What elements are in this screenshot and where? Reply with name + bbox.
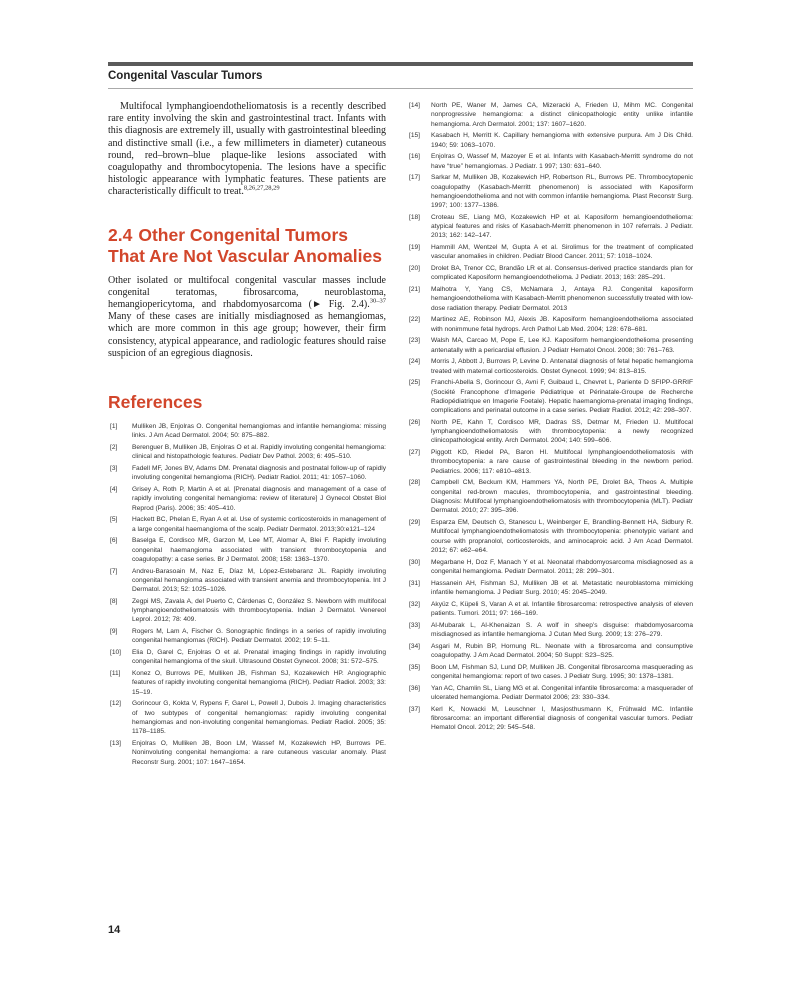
section-text-after: Many of these cases are initially misdiagnosed as hemangiomas, which are more common in this age group; however, their firm consistency, atypical appearance, and radiologic features should raise suspicion of an egregious diagnosis.	[108, 311, 386, 359]
reference-number: [29]	[409, 519, 420, 527]
reference-item	[108, 669, 386, 697]
reference-text: Drolet BA, Trenor CC, Brandão LR et al. Consensus-derived practice standards plan for complicated Kaposiform hemangioendothelioma. J Pediatr. 2013; 163: 285–291.	[431, 265, 693, 282]
reference-number: [7]	[110, 567, 118, 575]
reference-number: [14]	[409, 102, 420, 109]
reference-text: North PE, Waner M, James CA, Mizeracki A, Frieden IJ, Mihm MC. Congenital nonprogressive hemangioma: a distinct clinicopathologic entity unlike infantile hemangioma. Arch Dermatol. 2001; 137: 1607–1620.	[431, 102, 693, 128]
reference-item	[108, 739, 386, 767]
reference-text: Mulliken JB, Enjolras O. Congenital hemangiomas and infantile hemangioma: missing links. J Am Acad Dermatol. 2004; 50: 875–882.	[132, 423, 386, 440]
reference-item	[407, 173, 693, 210]
reference-item	[108, 567, 386, 595]
reference-number: [18]	[409, 213, 420, 221]
reference-text: Campbell CM, Beckum KM, Hammers YA, North PE, Drolet BA, Theos A. Multiple congenital red-brown macules, thrombocytopenia, and gastrointestinal bleeding. Diagnosis: Multifocal lymphangioendotheliomatosis with thrombocytopenia (MLT). Pediatr Dermatol. 2010; 27: 395–396.	[431, 479, 693, 515]
reference-text: Franchi-Abella S, Gorincour G, Avni F, Guibaud L, Chevret L, Pariente D SFIPP-GRRIF (Société Francophone d’Imagerie Pédiatrique et Périnatale-Groupe de Recherche Radiopédiatrique en Imagerie Foetale). Hepatic haemangioma-prenatal imaging findings, complications and perinatal outcome in a case series. Pediatr Radiol. 2012; 42: 298–307.	[431, 379, 693, 415]
reference-text: Kerl K, Nowacki M, Leuschner I, Masjosthusmann K, Frühwald MC. Infantile fibrosarcoma: an important differential diagnosis of congenital vascular tumors. Pediatr Hematol Oncol. 2012; 29: 545–548.	[431, 705, 693, 732]
reference-item	[407, 579, 693, 598]
figure-reference-link[interactable]: ► Fig. 2.4	[312, 299, 364, 311]
reference-text: North PE, Kahn T, Cordisco MR, Dadras SS, Detmar M, Frieden IJ. Multifocal lymphangioendotheliomatosis with thrombocytopenia: a newly recognized clinicopathological entity. Arch Dermatol. 2004; 140: 599–606.	[431, 418, 693, 445]
reference-text: Fadell MF, Jones BV, Adams DM. Prenatal diagnosis and postnatal follow-up of rapidly involuting congenital hemangioma (RICH). Pediatr Radiol. 2011; 41: 1057–1060.	[132, 465, 386, 482]
reference-item	[407, 152, 693, 171]
reference-item	[407, 518, 693, 555]
running-head: Congenital Vascular Tumors	[108, 70, 263, 82]
reference-number: [8]	[110, 597, 118, 605]
reference-text: Esparza EM, Deutsch G, Stanescu L, Weinberger E, Brandling-Bennett HA, Sidbury R. Multifocal lymphangioendotheliomatosis with thrombocytopenia: phenotypic variant and course with propranolol, corticosteroids, and aminocaproic acid. J Am Acad Dermatol. 2012; 67: e62–e64.	[431, 519, 693, 554]
reference-number: [4]	[110, 486, 118, 493]
reference-text: Yan AC, Chamlin SL, Liang MG et al. Congenital infantile fibrosarcoma: a masquerader of ulcerated hemangioma. Pediatr Dermatol 2006; 23: 330–334.	[431, 684, 693, 701]
reference-number: [33]	[409, 621, 420, 629]
reference-text: Andreu-Barasoain M, Naz E, Díaz M, López-Estebaranz JL. Rapidly involuting congenital hemangioma associated with transient anemia and thrombocytopenia. Int J Dermatol. 2013; 52: 1025–1026.	[132, 567, 386, 594]
reference-list-left	[108, 422, 386, 767]
reference-text: Rogers M, Lam A, Fischer G. Sonographic findings in a series of rapidly involuting congenital hemangiomas (RICH). Pediatr Dermatol. 2002; 19: 5–11.	[132, 628, 386, 645]
reference-item	[407, 131, 693, 150]
reference-item	[407, 213, 693, 241]
reference-item	[108, 699, 386, 736]
reference-text: Malhotra Y, Yang CS, McNamara J, Antaya RJ. Congenital kaposiform hemangioendothelioma with Kasabach-Merritt phenomenon successfully treated with low-dose radiation therapy. Pediatr Dermatol. 2013	[431, 286, 693, 312]
reference-text: Hammill AM, Wentzel M, Gupta A et al. Sirolimus for the treatment of complicated vascular anomalies in children. Pediatr Blood Cancer. 2011; 57: 1018–1024.	[431, 244, 693, 261]
reference-number: [26]	[409, 418, 420, 426]
reference-item	[407, 600, 693, 619]
intro-citation: 8,26,27,28,29	[243, 185, 280, 193]
reference-number: [10]	[110, 649, 121, 657]
section-paragraph	[108, 275, 386, 360]
section-title: Other Congenital Tumors That Are Not Vascular Anomalies	[108, 224, 382, 266]
header-bar	[108, 62, 693, 66]
reference-text: Boon LM, Fishman SJ, Lund DP, Mulliken JB. Congenital fibrosarcoma masquerading as congenital hemangioma: report of two cases. J Pediatr Surg. 1995; 30: 1378–1381.	[431, 663, 693, 680]
reference-number: [37]	[409, 705, 420, 713]
reference-number: [24]	[409, 358, 420, 366]
reference-number: [22]	[409, 316, 420, 324]
reference-item	[407, 478, 693, 515]
reference-item	[407, 558, 693, 577]
reference-item	[407, 357, 693, 376]
reference-text: Kasabach H, Merritt K. Capillary hemangioma with extensive purpura. Am J Dis Child. 1940; 59: 1063–1070.	[431, 132, 693, 149]
reference-number: [3]	[110, 465, 118, 473]
reference-number: [25]	[409, 379, 420, 387]
reference-number: [20]	[409, 265, 420, 273]
reference-text: Grisey A, Roth P, Martin A et al. [Prenatal diagnosis and management of a case of rapidly involuting congenital hemangioma: review of literature] J Gynecol Obstet Biol Reprod (Paris). 2006; 35: 405–410.	[132, 486, 386, 512]
intro-paragraph	[108, 101, 386, 199]
reference-text: Hassanein AH, Fishman SJ, Mulliken JB et al. Metastatic neuroblastoma mimicking infantile hemangioma. J Pediatr Surg. 2010; 45: 2045–2049.	[431, 579, 693, 596]
section-text-before: Other isolated or multifocal congenital vascular masses include congenital teratomas, fibrosarcoma, neuroblastoma, hemangiopericytoma, and rhabdomyosarcoma (	[108, 274, 386, 311]
reference-text: Enjolras O, Wassef M, Mazoyer E et al. Infants with Kasabach-Merritt syndrome do not have “true” hemangiomas. J Pediatr. 1 997; 130: 631–640.	[431, 153, 693, 170]
reference-item	[108, 536, 386, 564]
reference-item	[108, 422, 386, 441]
reference-item	[407, 285, 693, 313]
reference-item	[407, 448, 693, 476]
reference-text: Megarbane H, Doz F, Manach Y et al. Neonatal rhabdomyosarcoma misdiagnosed as a congenital hemangioma. Pediatr Dermatol. 2011; 28: 299–301.	[431, 558, 693, 575]
reference-text: Berenguer B, Mulliken JB, Enjolras O et al. Rapidly involuting congenital hemangioma: clinical and histopathologic features. Pediatr Dev Pathol. 2003; 6: 495–510.	[132, 444, 386, 461]
reference-item	[108, 515, 386, 534]
section-heading	[108, 225, 386, 267]
reference-number: [17]	[409, 174, 420, 182]
reference-text: Croteau SE, Liang MG, Kozakewich HP et al. Kaposiform hemangioendothelioma: atypical features and risks of Kasabach-Merritt phenomenon in 107 referrals. J Pediatr. 2013; 162: 142–147.	[431, 213, 693, 240]
intro-text: Multifocal lymphangioendotheliomatosis is a recently described rare entity involving the skin and gastrointestinal tract. Infants with this diagnosis are extremely ill, usually with gastrointestinal bleeding and distinctive small (i.e., a few millimeters in diameter) cutaneous round, red–brown–blue plaque-like lesions associated with coagulopathy and thrombocytopenia. The lesions have a specific histologic appearance with lymphatic features. These patients are characteristically difficult to treat.	[108, 101, 386, 198]
section-citation: 30–37	[369, 297, 386, 305]
reference-number: [1]	[110, 423, 118, 431]
reference-text: Konez O, Burrows PE, Mulliken JB, Fishman SJ, Kozakewich HP. Angiographic features of rapidly involuting congenital hemangioma (RICH). Pediatr Radiol. 2003; 33: 15–19.	[132, 670, 386, 696]
reference-item	[407, 101, 693, 129]
reference-item	[108, 443, 386, 462]
reference-number: [13]	[110, 739, 121, 747]
reference-text: Asgari M, Rubin BP, Hornung RL. Neonate with a fibrosarcoma and consumptive coagulopathy. J Am Acad Dermatol. 2004; 50 Suppl: S23–S25.	[431, 642, 693, 659]
reference-text: Al-Mubarak L, Al-Khenaizan S. A wolf in sheep’s disguise: rhabdomyosarcoma misdiagnosed as infantile hemangioma. J Cutan Med Surg. 2009; 13: 276–279.	[431, 621, 693, 638]
reference-item	[407, 243, 693, 262]
reference-text: Akyüz C, Küpeli S, Varan A et al. Infantile fibrosarcoma: retrospective analysis of eleven patients. Tumori. 2011; 97: 166–169.	[431, 600, 693, 617]
section-text-mid: ).	[363, 299, 370, 311]
reference-text: Walsh MA, Carcao M, Pope E, Lee KJ. Kaposiform hemangioendothelioma presenting antenatally with a pericardial effusion. J Pediatr Hematol Oncol. 2008; 30: 761–763.	[431, 337, 693, 354]
reference-item	[407, 264, 693, 283]
reference-number: [9]	[110, 628, 118, 636]
reference-number: [6]	[110, 537, 118, 545]
reference-number: [19]	[409, 244, 420, 252]
reference-text: Gorincour G, Kokta V, Rypens F, Garel L, Powell J, Dubois J. Imaging characteristics of two subtypes of congenital hemangiomas: rapidly involuting congenital hemangiomas and non-involuting congenital hemangiomas. Pediatr Radiol. 2005; 35: 1178–1185.	[132, 700, 386, 736]
reference-text: Martinez AE, Robinson MJ, Alexis JB. Kaposiform hemangioendothelioma associated with nonimmune fetal hydrops. Arch Pathol Lab Med. 2004; 128: 678–681.	[431, 316, 693, 333]
reference-text: Baselga E, Cordisco MR, Garzon M, Lee MT, Alomar A, Blei F. Rapidly involuting congenital haemangioma associated with transient thrombocytopenia and coagulopathy: a case series. Br J Dermatol. 2008; 158: 1363–1370.	[132, 537, 386, 563]
section-number: 2.4	[108, 224, 133, 245]
reference-item	[407, 642, 693, 661]
reference-item	[407, 418, 693, 446]
page-number: 14	[108, 924, 121, 936]
reference-number: [28]	[409, 479, 420, 487]
reference-item	[407, 336, 693, 355]
reference-number: [21]	[409, 286, 420, 294]
reference-number: [12]	[110, 700, 121, 708]
reference-number: [15]	[409, 132, 420, 140]
reference-text: Piggott KD, Riedel PA, Baron HI. Multifocal lymphangioendotheliomatosis with thrombocytopenia: a rare cause of gastrointestinal bleeding in the newborn period. Pediatrics. 2006; 117: e810–e813.	[431, 449, 693, 475]
reference-item	[108, 464, 386, 483]
reference-item	[108, 597, 386, 625]
reference-item	[407, 705, 693, 733]
reference-item	[407, 621, 693, 640]
reference-item	[108, 627, 386, 646]
references-heading: References	[108, 392, 203, 413]
right-column	[407, 101, 693, 735]
reference-number: [2]	[110, 444, 118, 452]
reference-text: Hackett BC, Phelan E, Ryan A et al. Use of systemic corticosteroids in management of a large congenital haemangioma of the scalp. Pediatr Dermatol. 2013;30:e121–124	[132, 516, 386, 533]
reference-number: [16]	[409, 153, 420, 161]
reference-number: [27]	[409, 449, 420, 457]
reference-text: Zegpi MS, Zavala A, del Puerto C, Cárdenas C, González S. Newborn with multifocal lymphangioendotheliomatosis with thrombocytopenia. Indian J Dermatol. Venereol Leprol. 2012; 78: 409.	[132, 597, 386, 624]
reference-item	[407, 663, 693, 682]
reference-number: [5]	[110, 516, 118, 524]
left-column	[108, 101, 386, 769]
reference-item	[108, 648, 386, 667]
header-rule	[108, 88, 693, 89]
reference-number: [30]	[409, 558, 420, 566]
reference-item	[407, 684, 693, 703]
reference-text: Sarkar M, Mulliken JB, Kozakewich HP, Robertson RL, Burrows PE. Thrombocytopenic coagulopathy (Kasabach-Merritt phenomenon) is associated with Kaposiform hemangioendothelioma and not with common infantile hemangioma. Plast Reconstr Surg. 1997; 100: 1377–1386.	[431, 174, 693, 210]
reference-number: [31]	[409, 579, 420, 587]
reference-number: [34]	[409, 642, 420, 650]
reference-text: Morris J, Abbott J, Burrows P, Levine D. Antenatal diagnosis of fetal hepatic hemangioma treated with maternal corticosteroids. Obstet Gynecol. 1999; 94: 813–815.	[431, 358, 693, 375]
reference-number: [23]	[409, 337, 420, 345]
reference-item	[407, 378, 693, 415]
reference-list-right	[407, 101, 693, 732]
reference-text: Enjolras O, Mulliken JB, Boon LM, Wassef M, Kozakewich HP, Burrows PE. Noninvoluting congenital hemangioma: a rare cutaneous vascular anomaly. Plast Reconstr Surg. 2001; 107: 1647–1654.	[132, 739, 386, 766]
reference-number: [36]	[409, 684, 420, 692]
reference-text: Elia D, Garel C, Enjolras O et al. Prenatal imaging findings in rapidly involuting congenital hemangioma of the skull. Ultrasound Obstet Gynecol. 2008; 31: 572–575.	[132, 649, 386, 666]
reference-number: [35]	[409, 663, 420, 671]
reference-item	[108, 485, 386, 513]
reference-number: [32]	[409, 600, 420, 608]
reference-item	[407, 315, 693, 334]
reference-number: [11]	[110, 670, 121, 678]
